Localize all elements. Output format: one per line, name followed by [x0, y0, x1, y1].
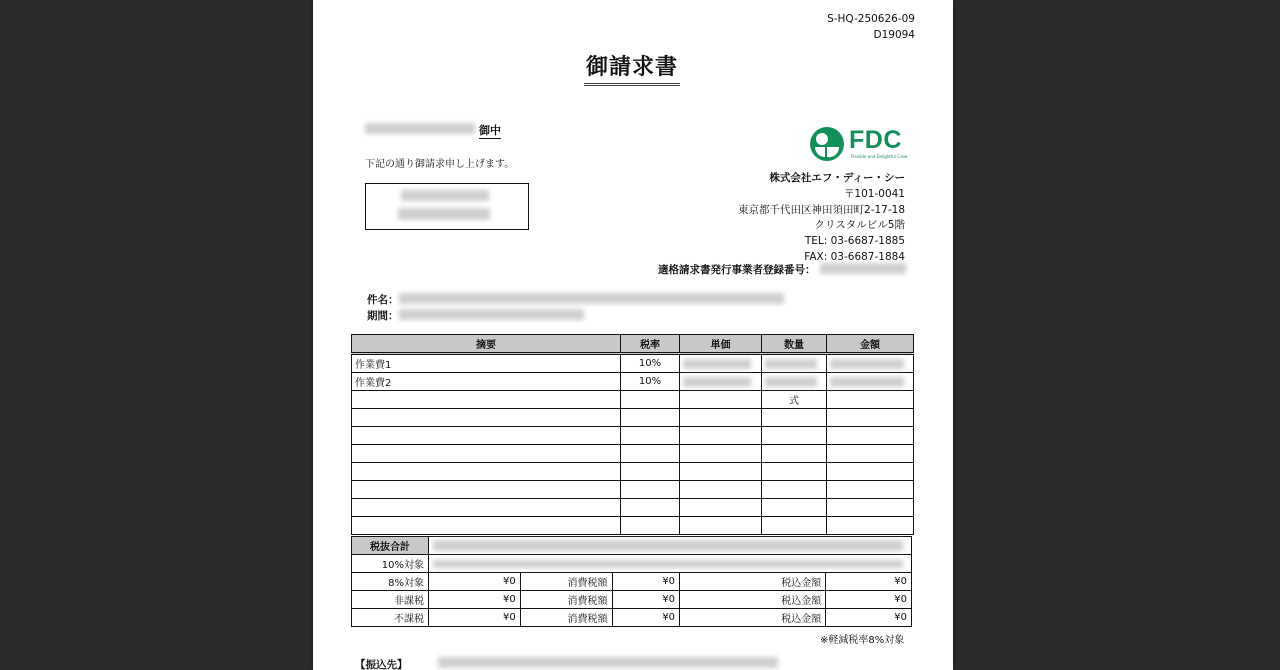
empty-cell [762, 481, 827, 499]
target8-label: 8%対象 [352, 573, 429, 591]
fdc-logo-icon [809, 126, 845, 162]
address-line1: 東京都千代田区神田須田町2-17-18 [738, 203, 905, 216]
empty-cell [680, 499, 762, 517]
untaxed-incl: ¥0 [826, 609, 912, 627]
issuer-block [738, 171, 905, 266]
document-numbers [827, 11, 915, 43]
empty-cell [827, 445, 914, 463]
table-row [352, 463, 914, 481]
header-amount: 金額 [827, 335, 914, 354]
empty-cell [352, 409, 621, 427]
redacted-addressee [365, 123, 475, 134]
subject-label: 件名： [367, 294, 399, 306]
amount-box [365, 183, 529, 230]
quantity-unit: 式 [762, 391, 827, 409]
untaxed-incl-label: 税込金額 [680, 609, 826, 627]
untaxed-label: 不課税 [352, 609, 429, 627]
item-tax-rate: 10% [621, 373, 680, 391]
registration-number [658, 262, 816, 277]
empty-cell [352, 481, 621, 499]
table-row [352, 591, 912, 609]
item-quantity [762, 354, 827, 373]
item-unit-price [680, 354, 762, 373]
registration-label: 適格請求書発行事業者登録番号： [658, 264, 816, 276]
empty-cell [762, 427, 827, 445]
target8-incl-label: 税込金額 [680, 573, 826, 591]
item-amount [827, 373, 914, 391]
empty-cell [352, 517, 621, 535]
empty-cell [680, 481, 762, 499]
table-row [352, 409, 914, 427]
greeting-text: 下記の通り御請求申し上げます。 [365, 159, 515, 170]
empty-cell [621, 391, 680, 409]
table-row [352, 481, 914, 499]
addressee-suffix: 御中 [479, 124, 501, 137]
redacted-value [683, 377, 751, 387]
empty-cell [762, 409, 827, 427]
empty-cell [762, 463, 827, 481]
empty-cell [680, 463, 762, 481]
untaxed-tax: ¥0 [612, 609, 680, 627]
subtotal-values [429, 537, 912, 555]
nontaxable-base: ¥0 [429, 591, 521, 609]
redacted-value [683, 359, 751, 369]
table-row [352, 499, 914, 517]
target10-label: 10%対象 [352, 555, 429, 573]
phone: TEL: 03-6687-1885 [804, 235, 905, 248]
empty-cell [680, 445, 762, 463]
nontaxable-incl: ¥0 [826, 591, 912, 609]
items-header-row [352, 335, 914, 354]
item-amount [827, 354, 914, 373]
table-row [352, 555, 912, 573]
item-unit-price [680, 373, 762, 391]
empty-cell [621, 463, 680, 481]
invoice-title: 御請求書 [584, 50, 680, 86]
header-tax-rate: 税率 [621, 335, 680, 354]
empty-cell [827, 517, 914, 535]
document-number: S-HQ-250626-09 [827, 13, 915, 25]
nontaxable-incl-label: 税込金額 [680, 591, 826, 609]
header-quantity: 数量 [762, 335, 827, 354]
logo-tagline: Flexible and Delightful Crew [851, 154, 908, 159]
empty-cell [621, 481, 680, 499]
header-unit-price: 単価 [680, 335, 762, 354]
totals-table [351, 536, 912, 627]
empty-cell [762, 517, 827, 535]
table-row [352, 609, 912, 627]
table-row [352, 373, 914, 391]
redacted-subtotal [433, 540, 903, 551]
logo-text: FDC [849, 126, 902, 154]
redacted-value [830, 359, 904, 369]
empty-cell [827, 499, 914, 517]
redacted-registration-number [820, 263, 906, 274]
empty-cell [827, 463, 914, 481]
empty-cell [827, 481, 914, 499]
target8-tax-label: 消費税額 [520, 573, 612, 591]
redacted-value [830, 377, 904, 387]
nontaxable-label: 非課税 [352, 591, 429, 609]
empty-cell [352, 463, 621, 481]
empty-cell [352, 445, 621, 463]
empty-cell [680, 427, 762, 445]
empty-cell [621, 427, 680, 445]
empty-cell [680, 517, 762, 535]
untaxed-tax-label: 消費税額 [520, 609, 612, 627]
empty-cell [621, 499, 680, 517]
redacted-amount-line2 [398, 208, 490, 220]
item-quantity [762, 373, 827, 391]
redacted-value [765, 377, 817, 387]
item-description: 作業費1 [352, 354, 621, 373]
target10-values [429, 555, 912, 573]
empty-cell [827, 391, 914, 409]
empty-cell [680, 409, 762, 427]
empty-cell [762, 445, 827, 463]
redacted-bank-info [438, 657, 778, 668]
table-row [352, 445, 914, 463]
subject-block [367, 292, 399, 324]
invoice-page [313, 0, 953, 670]
table-row [352, 517, 914, 535]
nontaxable-tax: ¥0 [612, 591, 680, 609]
redacted-target10 [433, 560, 903, 568]
document-code: D19094 [873, 29, 915, 41]
empty-cell [762, 499, 827, 517]
empty-cell [621, 409, 680, 427]
target8-base: ¥0 [429, 573, 521, 591]
bank-label: 【振込先】 [355, 659, 408, 670]
redacted-subject [399, 293, 784, 304]
header-description: 摘要 [352, 335, 621, 354]
empty-cell [352, 427, 621, 445]
items-table [351, 334, 914, 535]
empty-cell [352, 391, 621, 409]
address-line2: クリスタルビル5階 [814, 219, 905, 232]
redacted-period [399, 309, 584, 320]
table-row [352, 354, 914, 373]
empty-cell [621, 445, 680, 463]
empty-cell [827, 427, 914, 445]
fax: FAX: 03-6687-1884 [804, 250, 905, 263]
postal-code: 〒101-0041 [843, 187, 905, 200]
redacted-amount-line1 [401, 190, 489, 201]
target8-tax: ¥0 [612, 573, 680, 591]
target8-incl: ¥0 [826, 573, 912, 591]
table-row [352, 427, 914, 445]
item-tax-rate: 10% [621, 354, 680, 373]
empty-cell [680, 391, 762, 409]
nontaxable-tax-label: 消費税額 [520, 591, 612, 609]
item-description: 作業費2 [352, 373, 621, 391]
empty-cell [621, 517, 680, 535]
redacted-value [765, 359, 817, 369]
empty-cell [827, 409, 914, 427]
company-name: 株式会社エフ・ディー・シー [769, 172, 905, 184]
fdc-logo [809, 126, 908, 165]
period-label: 期間： [367, 310, 399, 322]
table-row [352, 573, 912, 591]
subtotal-label: 税抜合計 [352, 537, 429, 555]
untaxed-base: ¥0 [429, 609, 521, 627]
table-row [352, 391, 914, 409]
reduced-rate-note: ※軽減税率8%対象 [820, 635, 905, 646]
table-row [352, 537, 912, 555]
empty-cell [352, 499, 621, 517]
